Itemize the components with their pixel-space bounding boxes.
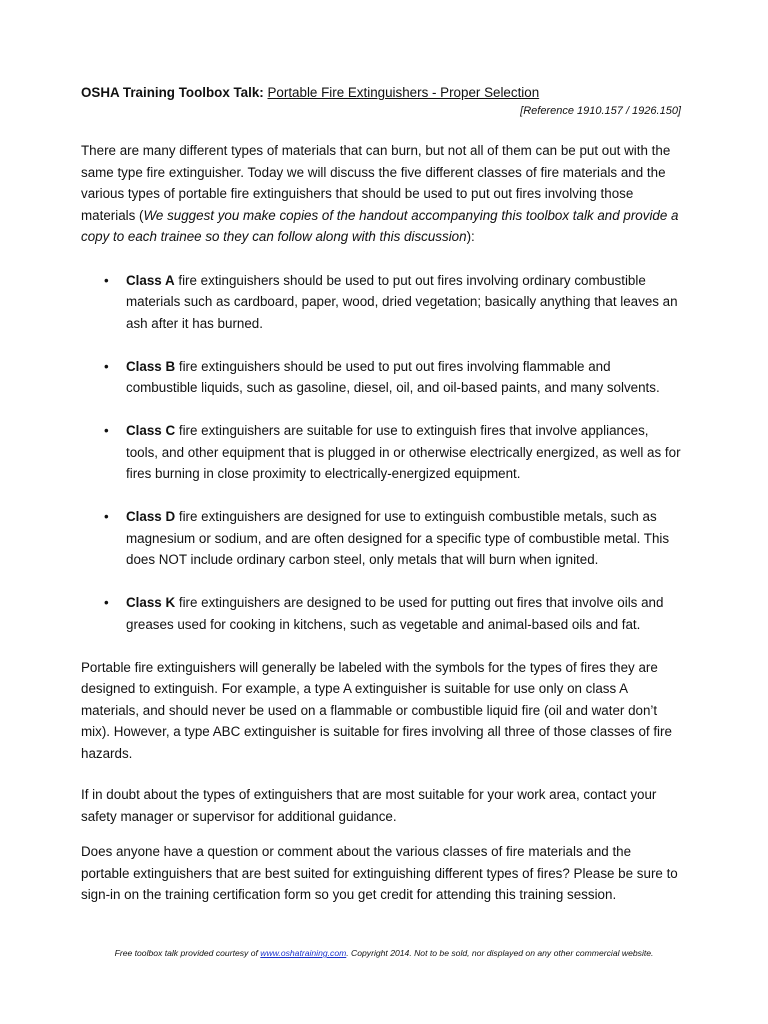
footer: [0, 948, 768, 958]
class-label: Class K: [126, 595, 176, 610]
class-description: fire extinguishers should be used to put out fires involving flammable and combustible liquids, such as gasoline, diesel, oil, and oil-based paints, and many solvents.: [126, 358, 660, 395]
class-label: Class A: [126, 272, 175, 288]
footer-prefix: Free toolbox talk provided courtesy of: [114, 948, 261, 958]
reference-line: [Reference 1910.157 / 1926.150]: [520, 105, 681, 117]
document-page: [81, 84, 681, 906]
class-description: fire extinguishers are designed to be used for putting out fires that involve oils and greases used for cooking in kitchens, such as vegetable and animal-based oils and fat.: [126, 595, 664, 632]
intro-paragraph: [81, 140, 681, 248]
bullet: •: [104, 423, 109, 438]
class-description: fire extinguishers should be used to put out fires involving ordinary combustible materials such as cardboard, paper, wood, dried vegetation; basically anything that leaves an ash after it has burned.: [126, 272, 678, 331]
title-bold: OSHA Training Toolbox Talk:: [81, 85, 264, 100]
class-description: fire extinguishers are designed for use to extinguish combustible metals, such as magnesium or sodium, and are often designed for a specific type of combustible metal. This does NOT include ordinary carbon steel, only metals that will burn when ignited.: [126, 509, 670, 567]
list-item: [81, 356, 681, 399]
closing-paragraph: Does anyone have a question or comment about the various classes of fire materials and the portable extinguishers that are best suited for extinguishing different types of fires? Please be sure to sign-in on the training certification form so you get credit for attending this training session.: [81, 844, 678, 902]
bullet: •: [104, 595, 109, 610]
class-label: Class B: [126, 358, 176, 374]
list-item: [81, 270, 681, 335]
intro-end: ):: [466, 229, 475, 244]
list-item: [81, 506, 681, 571]
intro-text: There are many different types of materials that can burn, but not all of them can be put out with the same type fire extinguisher. Today we will discuss the five different classes of fire materials and the various types of portable fire extinguishers that should be used to put out fires involving those materials (: [81, 143, 671, 223]
bullet: •: [104, 509, 109, 524]
intro-italic: We suggest you make copies of the handout accompanying this toolbox talk and provide a copy to each trainee so they can follow along with this discussion: [81, 207, 679, 244]
guidance-paragraph: If in doubt about the types of extinguishers that are most suitable for your work area, contact your safety manager or supervisor for additional guidance.: [81, 787, 657, 824]
class-label: Class C: [126, 423, 176, 438]
page-title: [81, 84, 681, 102]
class-label: Class D: [126, 509, 176, 524]
labeling-paragraph: Portable fire extinguishers will generally be labeled with the symbols for the types of fires they are designed to extinguish. For example, a type A extinguisher is suitable for use only on class A materials, and should never be used on a flammable or combustible liquid fire (oil and water don’t mix). However, a type ABC extinguisher is suitable for fires involving all three of those classes of fire hazards.: [81, 659, 672, 761]
class-description: fire extinguishers are suitable for use to extinguish fires that involve appliances, tools, and other equipment that is plugged in or otherwise electrically energized, as well as for fires burning in close proximity to electrically-energized equipment.: [126, 423, 681, 481]
fire-class-list: [81, 270, 681, 636]
list-item: [81, 420, 681, 485]
bullet: •: [104, 358, 109, 374]
bullet: •: [104, 272, 109, 288]
title-subject: Portable Fire Extinguishers - Proper Selection: [267, 85, 540, 100]
list-item: [81, 592, 681, 635]
footer-link[interactable]: www.oshatraining.com: [260, 948, 347, 958]
footer-suffix: . Copyright 2014. Not to be sold, nor displayed on any other commercial website.: [346, 948, 654, 958]
